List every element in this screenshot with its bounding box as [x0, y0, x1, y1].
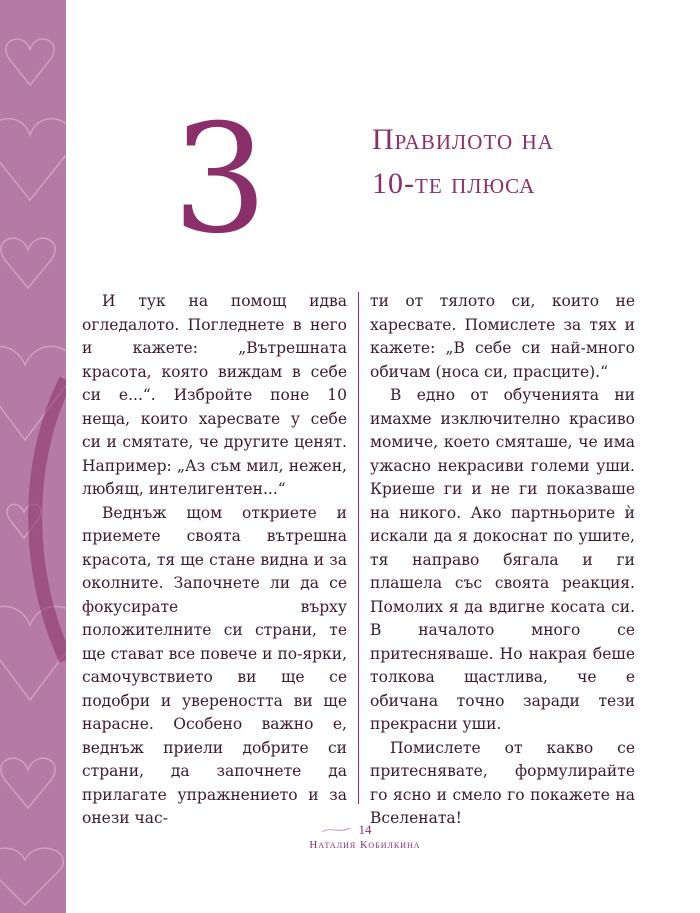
- paragraph: И тук на помощ идва огледалото. Погледнете в него и кажете: „Вътрешната красота, която виждам в себе си е...“. Избройте поне 10 неща, които харесвате у себе си и смятате, че другите ценят. Например: „Аз съм мил, нежен, любящ, интелигентен...“: [82, 292, 347, 498]
- paragraph: Веднъж щом откриете и приемете своята вътрешна красота, тя ще стане видна и за околните. Започнете ли да се фокусирате върху положителните си страни, те ще стават все повече и по-ярки, самочувствието ви ще се подобри и увереността ви ще нарасне. Особено важно е, веднъж приели добрите си страни, да започнете да прилагате упражнението и за онези час-: [82, 503, 347, 827]
- chapter-title: [372, 118, 672, 206]
- decorative-sidebar: [0, 0, 66, 913]
- paragraph: Помислете от какво се притеснявате, формулирайте го ясно и смело го покажете на Вселената!: [370, 738, 635, 827]
- hearts-pattern-icon: [0, 0, 66, 913]
- paragraph: В едно от обученията ни имахме изключително красиво момиче, което смяташе, че има ужасно некрасиви големи уши. Криеше ги и не ги показваше на никого. Ако партньорите ѝ искали да я докоснат по ушите, тя направо бягала и ги плашела със своята реакция. Помолих я да вдигне косата си. В началото много се притесняваше. Но накрая беше толкова щастлива, че е обичана точно заради тези прекрасни уши.: [370, 386, 635, 733]
- chapter-title-line-2: 10-те плюса: [372, 167, 536, 200]
- chapter-title-line-1: Правилото на: [372, 123, 554, 156]
- flourish-icon: [322, 826, 352, 834]
- column-divider: [358, 292, 359, 804]
- author-name: Наталия Кобилкина: [309, 839, 421, 851]
- page-footer: [300, 823, 430, 853]
- paragraph: ти от тялото си, които не харесвате. Помислете за тях и кажете: „В себе си най-много обичам (носа си, прасците).“: [370, 292, 635, 381]
- left-text-column: [82, 290, 347, 831]
- chapter-number: 3: [172, 93, 268, 267]
- page-number: 14: [358, 822, 372, 837]
- right-text-column: [370, 290, 635, 831]
